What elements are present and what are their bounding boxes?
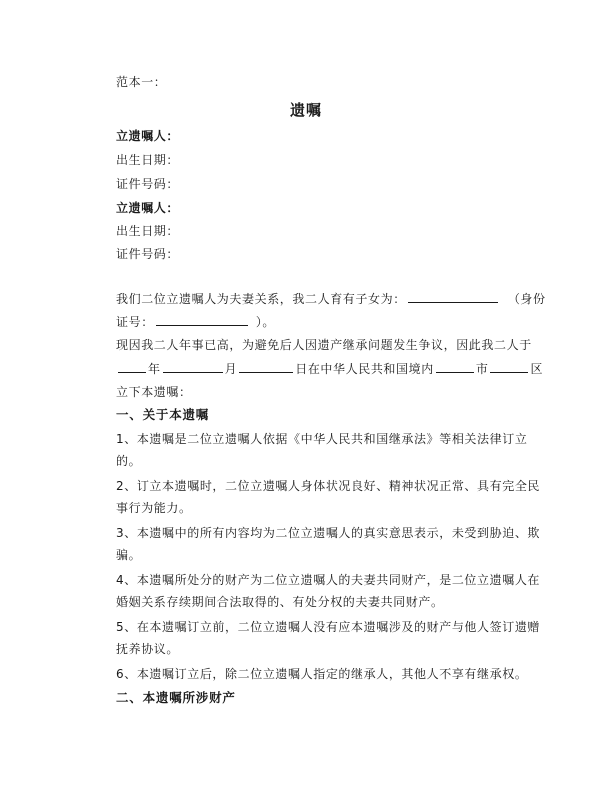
testator1-id-label: 证件号码： xyxy=(116,177,180,191)
city-label: 市 xyxy=(475,362,489,376)
testator2-id-label: 证件号码： xyxy=(116,247,180,261)
section1-heading: 一、关于本遗嘱 xyxy=(116,407,210,422)
section1-item5-line2: 抚养协议。 xyxy=(116,642,180,656)
district-blank[interactable] xyxy=(490,360,528,373)
intro-p1-line2 xyxy=(116,313,275,330)
id-number-blank[interactable] xyxy=(156,313,248,326)
city-blank[interactable] xyxy=(436,360,474,373)
intro-p1-line1-prefix: 我们二位立遗嘱人为夫妻关系，我二人育有子女为： xyxy=(116,292,406,306)
intro-p2-line3: 立下本遗嘱： xyxy=(116,385,192,399)
month-blank[interactable] xyxy=(163,360,223,373)
intro-p1-line1 xyxy=(116,290,546,307)
day-blank[interactable] xyxy=(239,360,293,373)
district-label: 区 xyxy=(530,362,544,376)
section1-item2-line1: 2、订立本遗嘱时，二位立遗嘱人身体状况良好、精神状况正常、具有完全民 xyxy=(116,479,541,493)
testator1-label: 立遗嘱人： xyxy=(116,129,180,143)
testator1-birth-label: 出生日期： xyxy=(116,153,180,167)
section2-heading: 二、本遗嘱所涉财产 xyxy=(116,690,236,705)
month-label: 月 xyxy=(224,362,238,376)
intro-p2-line1: 现因我二人年事已高，为避免后人因遗产继承问题发生争议，因此我二人于 xyxy=(116,338,532,352)
year-blank[interactable] xyxy=(118,360,146,373)
testator2-label: 立遗嘱人： xyxy=(116,201,180,215)
document-title: 遗嘱 xyxy=(289,101,322,119)
intro-p2-line2 xyxy=(116,360,543,377)
section1-item3-line2: 骗。 xyxy=(116,548,142,562)
section1-item4-line1: 4、本遗嘱所处分的财产为二位立遗嘱人的夫妻共同财产，是二位立遗嘱人在 xyxy=(116,573,541,587)
section1-item3-line1: 3、本遗嘱中的所有内容均为二位立遗嘱人的真实意思表示，未受到胁迫、欺 xyxy=(116,526,541,540)
sample-label: 范本一： xyxy=(116,75,167,89)
section1-item1-line1: 1、本遗嘱是二位立遗嘱人依据《中华人民共和国继承法》等相关法律订立 xyxy=(116,432,528,446)
intro-p1-line1-suffix: （身份 xyxy=(507,292,546,306)
children-name-blank[interactable] xyxy=(408,290,498,303)
year-label: 年 xyxy=(148,362,161,376)
testator2-birth-label: 出生日期： xyxy=(116,224,180,238)
section1-item6-line1: 6、本遗嘱订立后，除二位立遗嘱人指定的继承人，其他人不享有继承权。 xyxy=(116,667,528,681)
section1-item2-line2: 事行为能力。 xyxy=(116,501,192,515)
section1-item1-line2: 的。 xyxy=(116,454,142,468)
intro-p1-line2-prefix: 证号： xyxy=(116,315,154,329)
section1-item4-line2: 婚姻关系存续期间合法取得的、有处分权的夫妻共同财产。 xyxy=(116,595,444,609)
section1-item5-line1: 5、在本遗嘱订立前，二位立遗嘱人没有应本遗嘱涉及的财产与他人签订遗赠 xyxy=(116,620,541,634)
intro-p1-line2-suffix: ）。 xyxy=(255,315,276,329)
day-location-text: 日在中华人民共和国境内 xyxy=(295,362,434,376)
